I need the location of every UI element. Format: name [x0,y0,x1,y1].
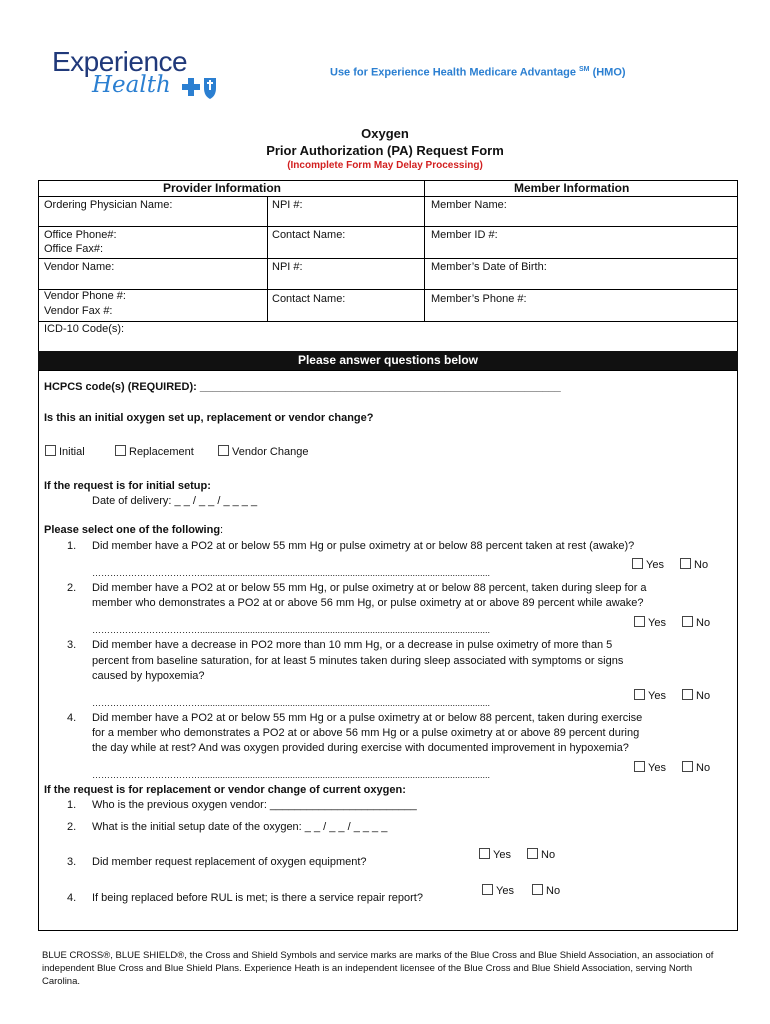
replacement-no[interactable] [527,848,555,861]
select-label-text: Please select one of the following [44,524,221,536]
member-name-field[interactable]: Member Name: [431,199,507,211]
yes-label: Yes [646,559,664,571]
yes-label: Yes [648,617,666,629]
divider [38,196,738,197]
no-label: No [696,617,711,629]
item-number: 1. [67,540,77,552]
checkbox-icon[interactable] [532,884,543,895]
divider [38,226,738,227]
delivery-date-field[interactable]: Date of delivery: _ _ / _ _ / _ _ _ _ [92,495,258,507]
vendor-fax-field[interactable]: Vendor Fax #: [44,305,113,317]
checkbox-icon[interactable] [682,689,693,700]
item-4-text-1: Did member have a PO2 at or below 55 mm Hg or a pulse oximetry at or below 88 percent, taken during exercise [92,712,643,724]
item-3-text-2: percent from baseline saturation, for at least 5 minutes taken during sleep associated with symptoms or signs [92,655,624,667]
no-label: No [696,690,711,702]
ordering-physician-field[interactable]: Ordering Physician Name: [44,199,173,211]
yes-label: Yes [648,690,666,702]
item-number: 4. [67,712,77,724]
form-title-line1: Oxygen [361,126,409,141]
office-phone-field[interactable]: Office Phone#: [44,229,117,241]
form-title-line2: Prior Authorization (PA) Request Form [266,143,504,158]
item-number: 2. [67,582,77,594]
contact-name-field-2[interactable]: Contact Name: [272,293,346,305]
plan-note-suffix: (HMO) [589,66,626,79]
divider [38,289,738,290]
checkbox-icon[interactable] [482,884,493,895]
checkbox-icon[interactable] [682,616,693,627]
option-initial[interactable] [45,445,85,458]
replacement-label: If the request is for replacement or vendor change of current oxygen: [44,784,406,796]
vendor-name-field[interactable]: Vendor Name: [44,261,115,273]
no-label: No [546,885,561,897]
option-label: Initial [59,446,85,458]
form-warning: (Incomplete Form May Delay Processing) [287,160,483,171]
checkbox-icon[interactable] [479,848,490,859]
legal-footer: BLUE CROSS®, BLUE SHIELD®, the Cross and Shield Symbols and service marks are marks of the Blue Cross and Blue Shield Association, an association of independent Blue Cross and Blue Shield Plans. Experience Heath is an independent licensee of the Blue Cross and Blue Shield Association, serving North Carolina. [42,950,714,987]
setup-question: Is this an initial oxygen set up, replacement or vendor change? [44,412,374,424]
item-2-no[interactable] [682,616,710,629]
replacement-yes[interactable] [479,848,511,861]
item-4-text-2: for a member who demonstrates a PO2 at or above 56 mm Hg or a pulse oximetry at or above 89 percent during [92,727,640,739]
no-label: No [694,559,709,571]
service-repair-question: If being replaced before RUL is met; is there a service repair report? [92,892,423,904]
previous-vendor-field[interactable]: Who is the previous oxygen vendor: ________________________ [92,799,417,811]
experience-health-logo [52,48,202,108]
item-2-text-2: member who demonstrates a PO2 at or above 56 mm Hg, or pulse oximetry at or above 89 percent while awake? [92,597,644,609]
item-number: 1. [67,799,77,811]
divider [38,258,738,259]
item-3-yes[interactable] [634,689,666,702]
office-fax-field[interactable]: Office Fax#: [44,243,104,255]
checkbox-icon[interactable] [682,761,693,772]
member-header: Member Information [514,181,630,195]
select-label-colon: : [220,524,224,536]
checkbox-icon[interactable] [115,445,126,456]
blue-cross-blue-shield-icon [180,76,220,100]
checkbox-icon[interactable] [527,848,538,859]
no-label: No [541,849,556,861]
item-3-no[interactable] [682,689,710,702]
icd10-field[interactable]: ICD-10 Code(s): [44,323,125,335]
checkbox-icon[interactable] [634,689,645,700]
plan-note-sup: SM [579,66,590,73]
divider [424,180,425,321]
vendor-phone-field[interactable]: Vendor Phone #: [44,290,126,302]
logo-line1: Experience [52,46,188,77]
option-label: Vendor Change [232,446,309,458]
option-vendor-change[interactable] [218,445,308,458]
item-1-answer-line[interactable]: ……………………………….................................................................................................................... [92,568,491,578]
member-dob-field[interactable]: Member’s Date of Birth: [431,261,547,273]
yes-label: Yes [493,849,511,861]
item-1-yes[interactable] [632,558,664,571]
item-4-text-3: the day while at rest? And was oxygen provided during exercise with documented improvement in hypoxemia? [92,742,629,754]
initial-setup-date-field[interactable]: What is the initial setup date of the oxygen: _ _ / _ _ / _ _ _ _ [92,821,388,833]
no-label: No [696,762,711,774]
divider [38,321,738,322]
npi-field-1[interactable]: NPI #: [272,199,303,211]
checkbox-icon[interactable] [680,558,691,569]
member-id-field[interactable]: Member ID #: [431,229,498,241]
checkbox-icon[interactable] [45,445,56,456]
yes-label: Yes [496,885,514,897]
checkbox-icon[interactable] [634,616,645,627]
item-3-text-1: Did member have a decrease in PO2 more than 10 mm Hg, or a decrease in pulse oximetry of more than 5 [92,639,613,651]
item-2-text-1: Did member have a PO2 at or below 55 mm Hg, or pulse oximetry at or below 88 percent, taken during sleep for a [92,582,647,594]
repair-no[interactable] [532,884,560,897]
initial-setup-label: If the request is for initial setup: [44,480,211,492]
select-label [44,524,223,536]
item-4-answer-line[interactable]: ……………………………….................................................................................................................... [92,770,491,780]
item-1-no[interactable] [680,558,708,571]
repair-yes[interactable] [482,884,514,897]
member-phone-field[interactable]: Member’s Phone #: [431,293,527,305]
contact-name-field-1[interactable]: Contact Name: [272,229,346,241]
item-1-text: Did member have a PO2 at or below 55 mm Hg or pulse oximetry at or below 88 percent taken at rest (awake)? [92,540,635,552]
option-label: Replacement [129,446,194,458]
checkbox-icon[interactable] [634,761,645,772]
item-number: 4. [67,892,77,904]
item-4-no[interactable] [682,761,710,774]
option-replacement[interactable] [115,445,194,458]
replacement-request-question: Did member request replacement of oxygen equipment? [92,856,367,868]
questions-header: Please answer questions below [38,351,738,370]
item-2-answer-line[interactable]: ……………………………….................................................................................................................... [92,625,491,635]
item-number: 2. [67,821,77,833]
item-4-yes[interactable] [634,761,666,774]
checkbox-icon[interactable] [632,558,643,569]
item-3-answer-line[interactable]: ……………………………….................................................................................................................... [92,698,491,708]
item-2-yes[interactable] [634,616,666,629]
item-number: 3. [67,639,77,651]
yes-label: Yes [648,762,666,774]
plan-note-text: Use for Experience Health Medicare Advantage [330,66,580,79]
checkbox-icon[interactable] [218,445,229,456]
provider-header: Provider Information [163,181,282,195]
hcpcs-field[interactable]: HCPCS code(s) (REQUIRED): ___________________________________________________________ [44,381,561,393]
item-number: 3. [67,856,77,868]
item-3-text-3: caused by hypoxemia? [92,670,205,682]
npi-field-2[interactable]: NPI #: [272,261,303,273]
plan-note [330,66,626,79]
logo-line2: Health [92,72,171,98]
